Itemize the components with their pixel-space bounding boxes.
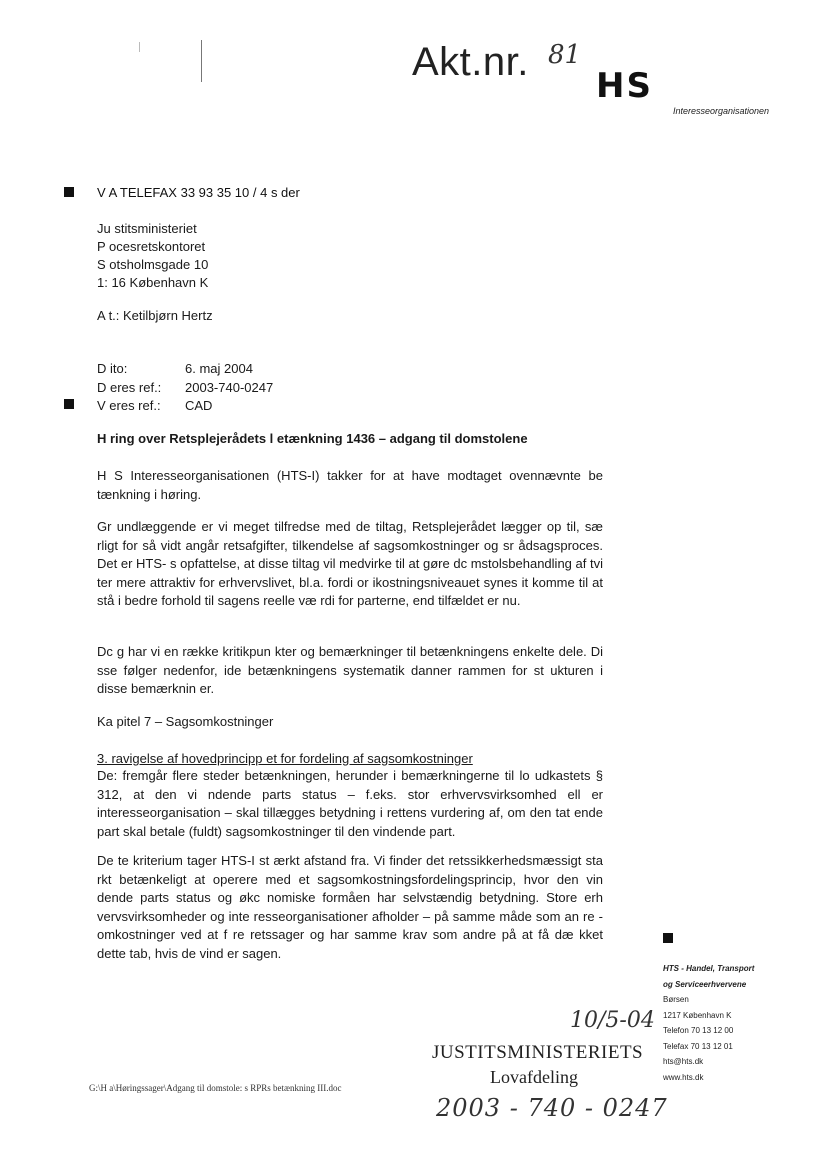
recipient-line: P ocesretskontoret bbox=[97, 239, 206, 254]
body-paragraph: De: fremgår flere steder betænkningen, herunder i bemærkningerne til lo udkastets § 312, at den vi ndende parts status – f.eks. stor erhvervsvirksomhed ell er interesseorganisation – skal tillægges betydning i rettens vurdering af, om den tat ende part skal betale (fuldt) sagsomkostninger til den vindende part. bbox=[97, 768, 603, 839]
received-stamp-date: 10/5-04 bbox=[570, 1008, 655, 1033]
body-paragraph: Dc g har vi en række kritikpun kter og bemærkninger til betænkningens enkelte dele. Di sse følger nedenfor, ide betænkningens systematik danner rammen for st ukturen i disse bemærknin er. bbox=[97, 644, 603, 696]
bullet-marker bbox=[663, 933, 673, 943]
section-title: Ka pitel 7 – Sagsomkostninger bbox=[97, 714, 274, 729]
meta-row bbox=[97, 360, 273, 379]
hts-logo: HS bbox=[596, 66, 653, 106]
received-stamp-dept: JUSTITSMINISTERIETS bbox=[432, 1042, 644, 1063]
sender-website: www.hts.dk bbox=[663, 1072, 704, 1082]
subsection-title: 3. ravigelse af hovedprincipp et for fordeling af sagsomkostninger bbox=[97, 751, 473, 766]
meta-key: D eres ref.: bbox=[97, 379, 162, 395]
meta-value: 6. maj 2004 bbox=[185, 361, 253, 376]
sender-line: og Serviceerhvervene bbox=[663, 979, 747, 989]
sender-email: hts@hts.dk bbox=[663, 1057, 704, 1066]
body-paragraph: Gr undlæggende er vi meget tilfredse med de tiltag, Retsplejerådet lægger op til, sæ rligt for så vidt angår retsafgifter, tilkendelse af sagsomkostninger og sr ådsagsproces. Det er HTS- s opfattelse, at disse tiltag vil medvirke til at gøre dc mstolsbehandling af tvi ter mere attraktiv for erhvervslivet, bl.a. fordi or ikostningsniveauet synes it komme til at stå i bedre forhold til sagens reelle væ rdi for parterne, end tilfældet er nu. bbox=[97, 519, 603, 608]
meta-row bbox=[97, 397, 273, 416]
org-name: Interesseorganisationen bbox=[673, 106, 770, 116]
recipient-line: Ju stitsministeriet bbox=[97, 221, 197, 236]
meta-value: CAD bbox=[185, 398, 213, 413]
received-stamp-ref: 2003 - 740 - 0247 bbox=[436, 1094, 668, 1122]
scan-mark bbox=[201, 40, 202, 82]
received-stamp-division: Lovafdeling bbox=[490, 1067, 578, 1087]
akt-label: Akt.nr. bbox=[412, 40, 529, 84]
sender-line: HTS - Handel, Transport bbox=[663, 964, 755, 973]
fax-line: V A TELEFAX 33 93 35 10 / 4 s der bbox=[97, 185, 300, 200]
meta-key: D ito: bbox=[97, 361, 128, 376]
bullet-marker bbox=[64, 187, 74, 197]
akt-number-handwritten: 81 bbox=[548, 40, 582, 70]
meta-key: V eres ref.: bbox=[97, 398, 161, 413]
footer-file-path: G:\H a\Høringssager\Adgang til domstole: s RPRs betænkning III.doc bbox=[89, 1083, 342, 1093]
letter-heading: H ring over Retsplejerådets l etænkning 1436 – adgang til domstolene bbox=[97, 431, 528, 446]
reference-block bbox=[97, 360, 273, 416]
sender-line: 1217 København K bbox=[663, 1010, 732, 1020]
body-paragraph: H S Interesseorganisationen (HTS-I) takker for at have modtaget ovennævnte be tænkning i høring. bbox=[97, 468, 603, 502]
meta-row bbox=[97, 379, 273, 398]
body-paragraph: De te kriterium tager HTS-I st ærkt afstand fra. Vi finder det retssikkerhedsmæssigt sta rkt betænkeligt at operere med et sagsomkostningsfordelingsprincip, hvor den vin dende parts status og økc nomiske formåen har selvstændig betydning. Store erh vervsvirksomheder og inte resseorganisationer afholder – på samme måde som an re - omkostninger ved at f re retssager og har samme krav som andre på at få dæ kket dette tab, hvis de vind er sagen. bbox=[97, 853, 603, 961]
sender-line: Telefax 70 13 12 01 bbox=[663, 1041, 733, 1051]
meta-value: 2003-740-0247 bbox=[185, 379, 274, 395]
sender-line: Telefon 70 13 12 00 bbox=[663, 1026, 734, 1035]
bullet-marker bbox=[64, 399, 74, 409]
scan-mark bbox=[139, 42, 140, 52]
sender-contact-block bbox=[663, 961, 754, 1085]
recipient-line: S otsholmsgade 10 bbox=[97, 257, 209, 272]
recipient-address bbox=[97, 220, 208, 292]
attention-line: A t.: Ketilbjørn Hertz bbox=[97, 308, 213, 323]
recipient-line: 1: 16 København K bbox=[97, 275, 209, 290]
sender-line: Børsen bbox=[663, 995, 689, 1004]
